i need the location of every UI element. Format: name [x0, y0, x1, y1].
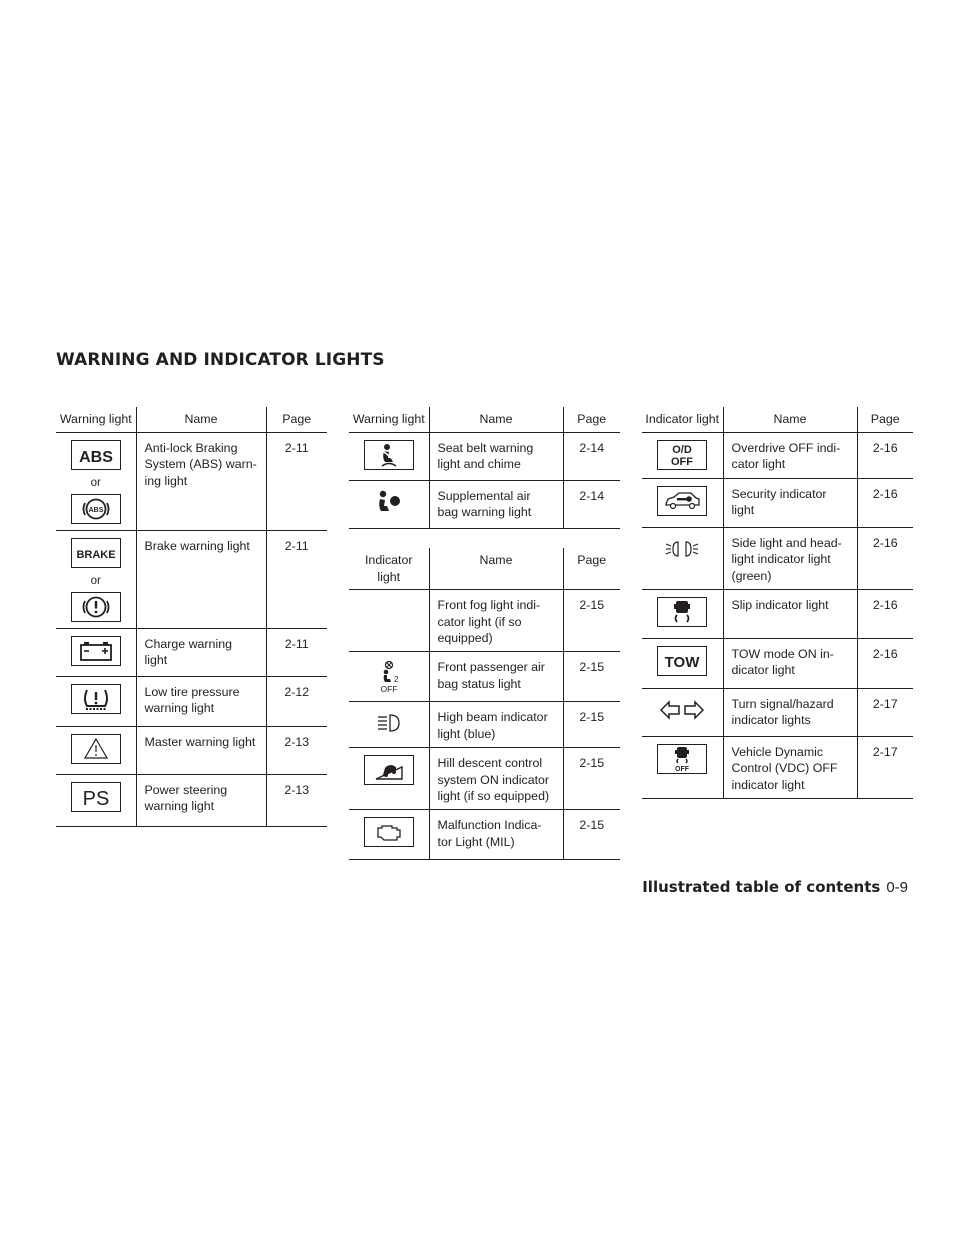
light-name: Turn signal/hazard indicator lights [723, 688, 857, 736]
column-header-indicator-light: Indicator light [349, 548, 429, 590]
footer-title: Illustrated table of contents [642, 878, 881, 896]
table-row [349, 702, 620, 748]
light-name: Seat belt warning light and chime [429, 432, 563, 480]
page-ref: 2-15 [563, 748, 620, 810]
od-off-icon [657, 440, 707, 470]
column-header-indicator-light: Indicator light [642, 407, 723, 432]
security-car-icon [657, 486, 707, 516]
brake-circle-icon [71, 592, 121, 622]
light-name: Security indicator light [723, 478, 857, 527]
table-row [56, 530, 327, 628]
seat-belt-icon [364, 440, 414, 470]
tow-mode-icon [657, 646, 707, 676]
page-ref: 2-17 [857, 688, 913, 736]
svg-text:O/D: O/D [672, 443, 693, 456]
light-name: Brake warning light [136, 530, 266, 628]
table-row [56, 628, 327, 676]
light-name: High beam indicator light (blue) [429, 702, 563, 748]
indicator-lights-table [349, 548, 620, 860]
svg-text:OFF: OFF [675, 765, 690, 773]
page-number: 0-9 [886, 879, 908, 896]
hill-descent-icon [364, 755, 414, 785]
warning-lights-table [56, 407, 327, 827]
master-warning-icon [71, 734, 121, 764]
warning-lights-table-2 [349, 407, 620, 529]
tire-pressure-icon [71, 684, 121, 714]
section-title: WARNING AND INDICATOR LIGHTS [56, 350, 385, 370]
column-header-warning-light: Warning light [56, 407, 136, 432]
table-row [349, 432, 620, 480]
table-row [349, 810, 620, 860]
column-header-page: Page [266, 407, 327, 432]
light-name: Charge warning light [136, 628, 266, 676]
column-header-name: Name [429, 548, 563, 590]
light-name: Malfunction Indica-tor Light (MIL) [429, 810, 563, 860]
table-row [642, 638, 913, 688]
light-name: Low tire pressure warning light [136, 676, 266, 726]
table-row [56, 726, 327, 774]
indicator-lights-table-2 [642, 407, 913, 799]
table-header-row [642, 407, 913, 432]
svg-text:PS: PS [82, 787, 110, 810]
svg-text:OFF: OFF [380, 684, 398, 693]
table-row [642, 478, 913, 527]
vdc-off-icon [657, 744, 707, 774]
page-ref: 2-16 [857, 638, 913, 688]
table-row [56, 774, 327, 826]
light-name: Supplemental air bag warning light [429, 480, 563, 528]
light-name: Power steering warning light [136, 774, 266, 826]
light-name: Hill descent control system ON indicator light (if so equipped) [429, 748, 563, 810]
column-header-name: Name [429, 407, 563, 432]
svg-text:BRAKE: BRAKE [76, 548, 116, 561]
light-name: Vehicle Dynamic Control (VDC) OFF indicator light [723, 736, 857, 798]
page-ref: 2-13 [266, 774, 327, 826]
column-header-name: Name [136, 407, 266, 432]
table-row [56, 676, 327, 726]
turn-signal-icon [658, 696, 706, 724]
page-ref: 2-16 [857, 432, 913, 478]
column-header-page: Page [857, 407, 913, 432]
abs-circle-icon [71, 494, 121, 524]
page-ref: 2-16 [857, 478, 913, 527]
table-row [642, 736, 913, 798]
light-name: Overdrive OFF indi-cator light [723, 432, 857, 478]
column-header-warning-light: Warning light [349, 407, 429, 432]
or-label: or [90, 476, 101, 489]
high-beam-icon [365, 709, 413, 737]
table-row [642, 527, 913, 589]
engine-check-icon [364, 817, 414, 847]
page-ref: 2-11 [266, 432, 327, 530]
page-ref: 2-13 [266, 726, 327, 774]
page-ref: 2-15 [563, 702, 620, 748]
svg-text:2: 2 [393, 675, 399, 684]
page-ref: 2-16 [857, 589, 913, 638]
side-headlight-icon [658, 535, 706, 563]
passenger-airbag-off-icon [365, 659, 413, 693]
page-ref: 2-14 [563, 480, 620, 528]
table-header-row [349, 407, 620, 432]
slip-icon [657, 597, 707, 627]
or-label: or [90, 574, 101, 587]
table-header-row [56, 407, 327, 432]
page-ref: 2-14 [563, 432, 620, 480]
abs-icon [71, 440, 121, 470]
column-header-page: Page [563, 548, 620, 590]
light-name: Side light and head-light indicator light (green) [723, 527, 857, 589]
page-footer [642, 878, 908, 896]
page-ref: 2-17 [857, 736, 913, 798]
page-ref: 2-11 [266, 628, 327, 676]
light-name: Master warning light [136, 726, 266, 774]
light-name: Slip indicator light [723, 589, 857, 638]
table-header-row [349, 548, 620, 590]
light-name: Anti-lock Braking System (ABS) warn-ing light [136, 432, 266, 530]
table-row [349, 652, 620, 702]
svg-text:OFF: OFF [671, 455, 694, 468]
light-name: TOW mode ON in-dicator light [723, 638, 857, 688]
brake-icon [71, 538, 121, 568]
column-header-page: Page [563, 407, 620, 432]
battery-icon [71, 636, 121, 666]
page-ref: 2-15 [563, 590, 620, 652]
table-row [56, 432, 327, 530]
power-steering-icon [71, 782, 121, 812]
table-row [642, 589, 913, 638]
page-ref: 2-12 [266, 676, 327, 726]
page-ref: 2-15 [563, 810, 620, 860]
table-row [642, 432, 913, 478]
airbag-icon [365, 488, 413, 516]
light-name: Front fog light indi-cator light (if so equipped) [429, 590, 563, 652]
page-ref: 2-11 [266, 530, 327, 628]
table-row [642, 688, 913, 736]
table-row [349, 748, 620, 810]
svg-text:TOW: TOW [664, 653, 700, 671]
page-ref: 2-16 [857, 527, 913, 589]
page-ref: 2-15 [563, 652, 620, 702]
column-header-name: Name [723, 407, 857, 432]
table-row [349, 480, 620, 528]
empty-icon-cell [349, 590, 429, 652]
table-row [349, 590, 620, 652]
svg-text:ABS: ABS [78, 448, 113, 466]
svg-text:ABS: ABS [88, 507, 104, 514]
light-name: Front passenger air bag status light [429, 652, 563, 702]
